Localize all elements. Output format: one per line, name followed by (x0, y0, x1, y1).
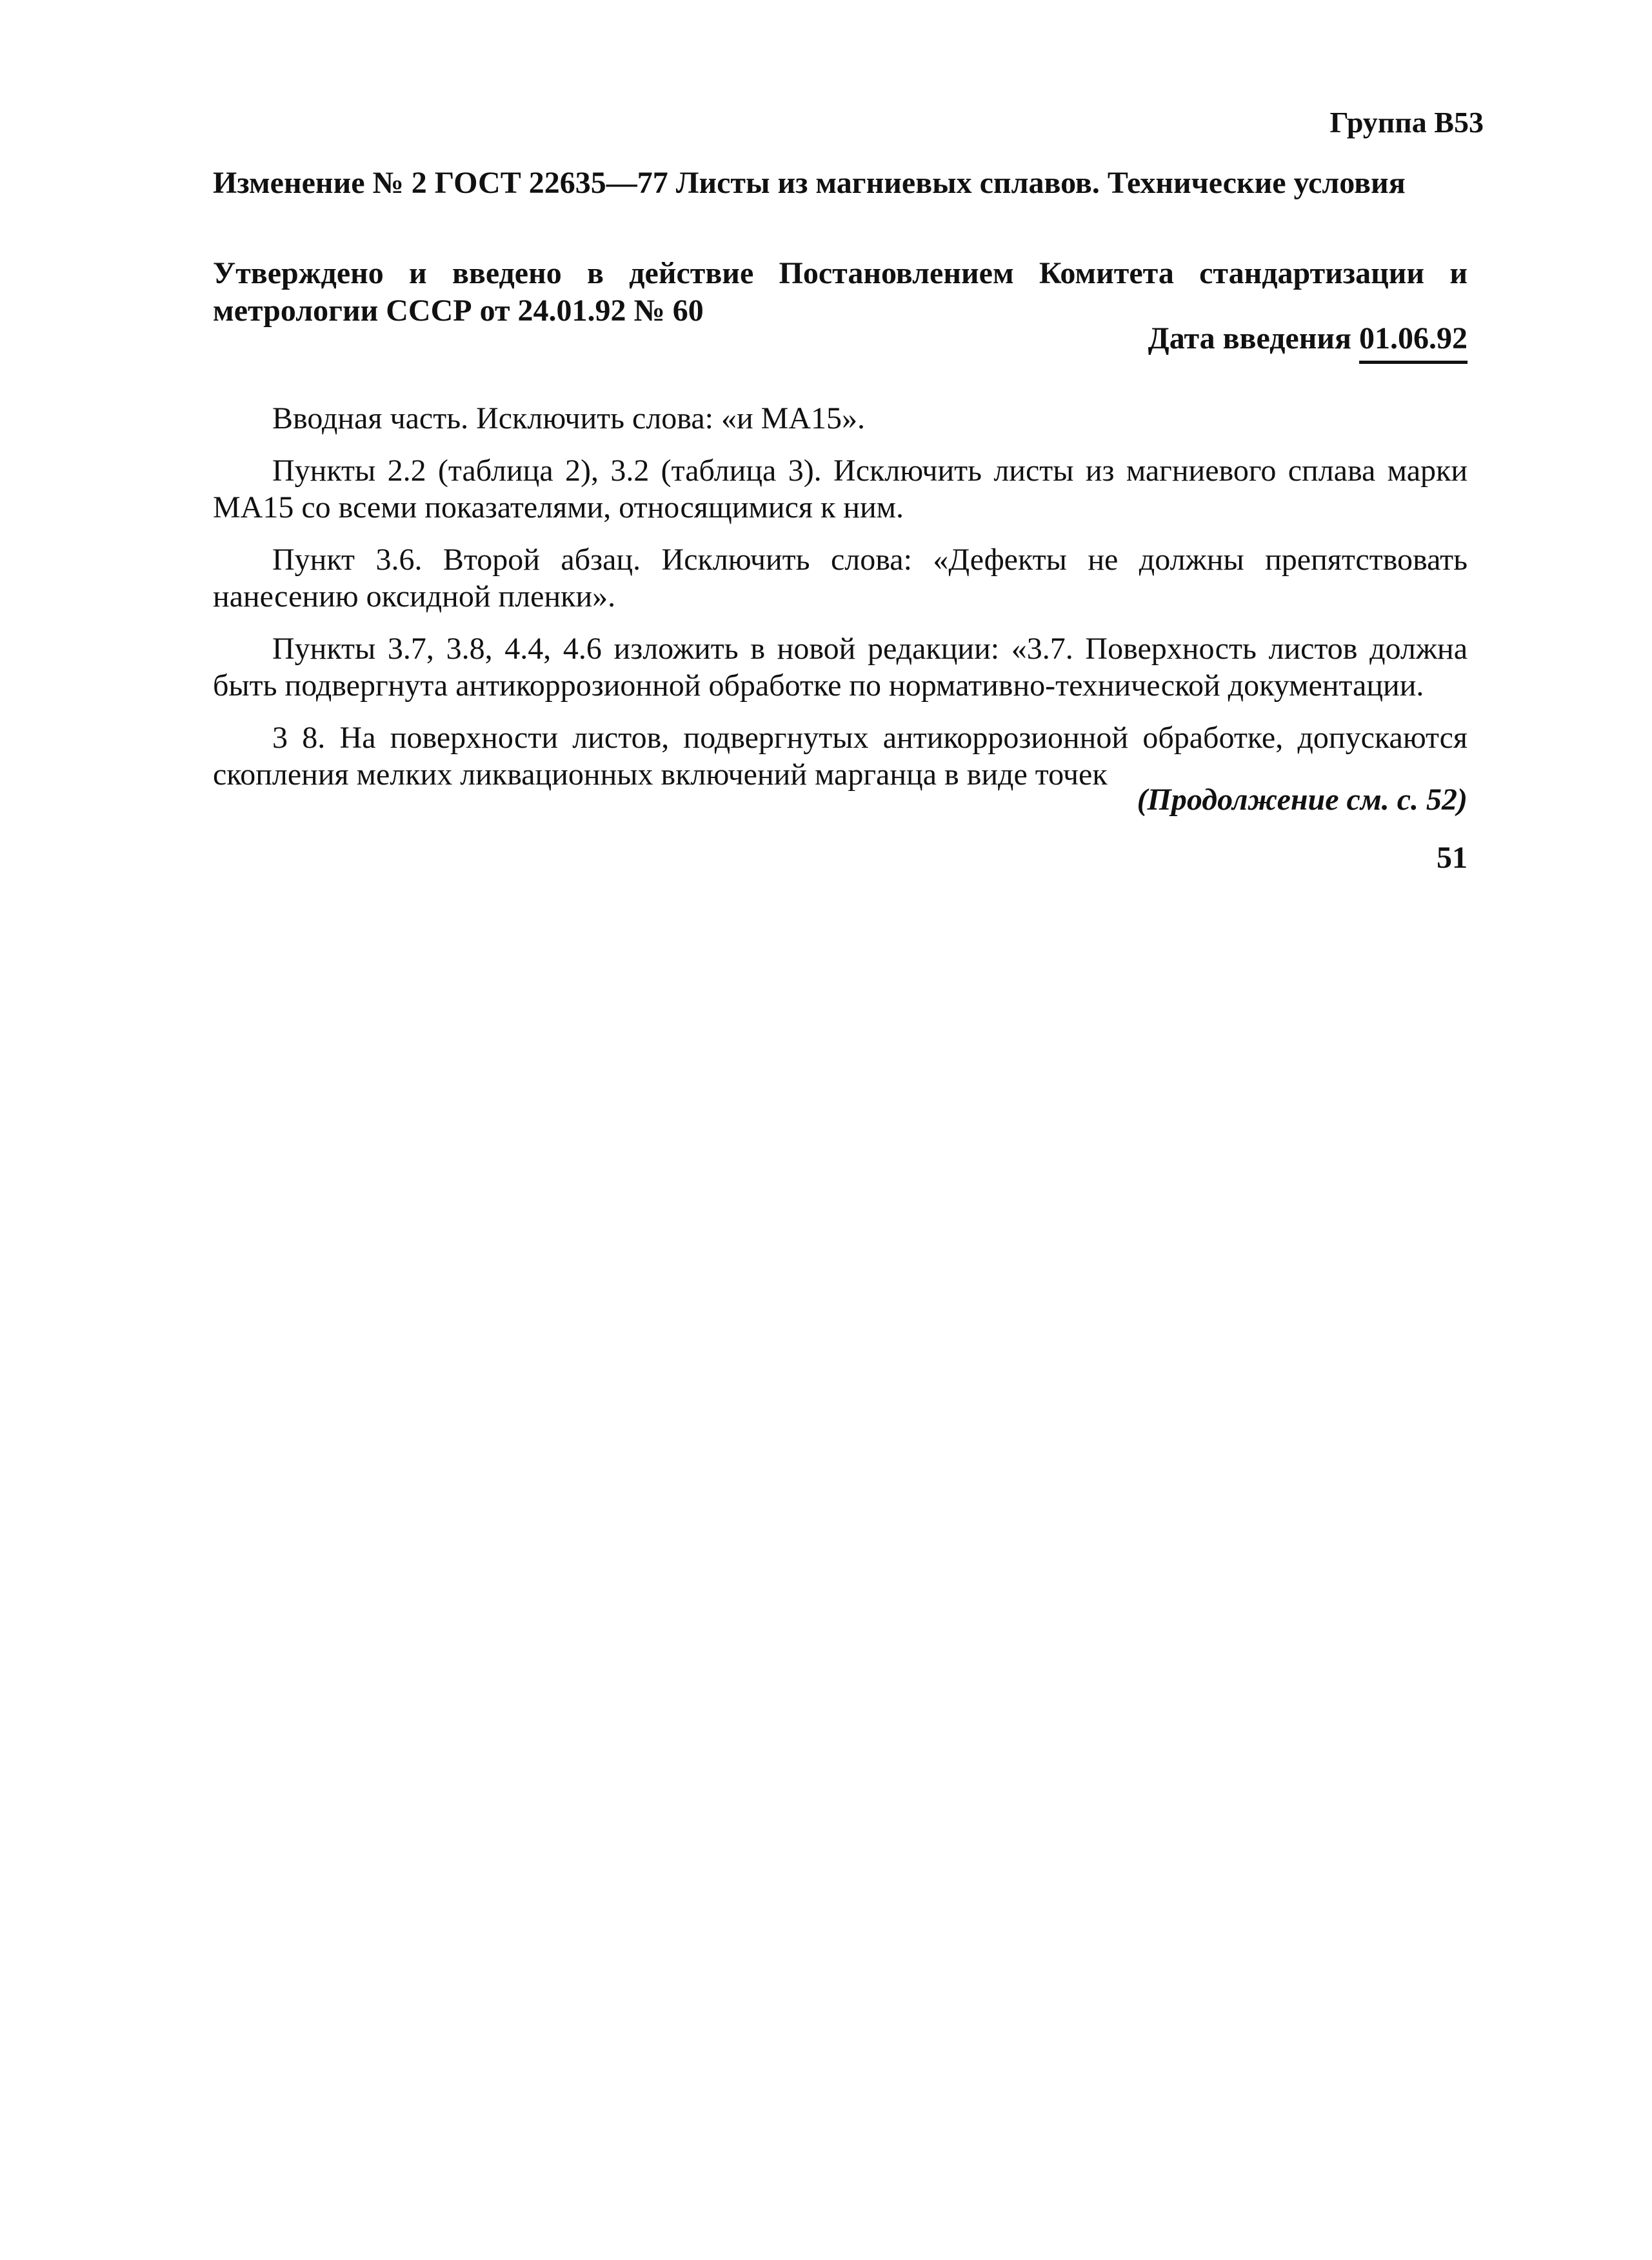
page-number: 51 (1437, 841, 1468, 875)
effective-date-value: 01.06.92 (1359, 319, 1468, 364)
approval-statement: Утверждено и введено в действие Постановлением Комитета стандартизации и метрологии СССР от 24.01.92 № 60 (213, 256, 1468, 328)
effective-date-label: Дата введения (1148, 321, 1351, 355)
paragraph-clause-3-6: Пункт 3.6. Второй абзац. Исключить слова: «Дефекты не должны препятствовать нанесению оксидной пленки». (213, 543, 1468, 614)
paragraph-clauses-new-edition: Пункты 3.7, 3.8, 4.4, 4.6 изложить в новой редакции: «3.7. Поверхность листов должна быть подвергнута антикоррозионной обработке по нормативно-технической документации. (213, 632, 1468, 703)
document-title: Изменение № 2 ГОСТ 22635—77 Листы из магниевых сплавов. Технические условия (213, 166, 1406, 200)
amendment-body (213, 400, 1468, 808)
group-code: Группа В53 (1329, 106, 1484, 139)
paragraph-clause-3-8: 3 8. На поверхности листов, подвергнутых антикоррозионной обработке, допускаются скопления мелких ликвационных включений марганца в виде точек (213, 721, 1468, 792)
continued-note: (Продолжение см. с. 52) (1137, 783, 1468, 817)
effective-date-line (968, 319, 1468, 364)
paragraph-intro: Вводная часть. Исключить слова: «и МА15». (272, 401, 866, 435)
paragraph-clauses-2-2-3-2: Пункты 2.2 (таблица 2), 3.2 (таблица 3). Исключить листы из магниевого сплава марки МА15 со всеми показателями, относящимися к ним. (213, 454, 1468, 525)
